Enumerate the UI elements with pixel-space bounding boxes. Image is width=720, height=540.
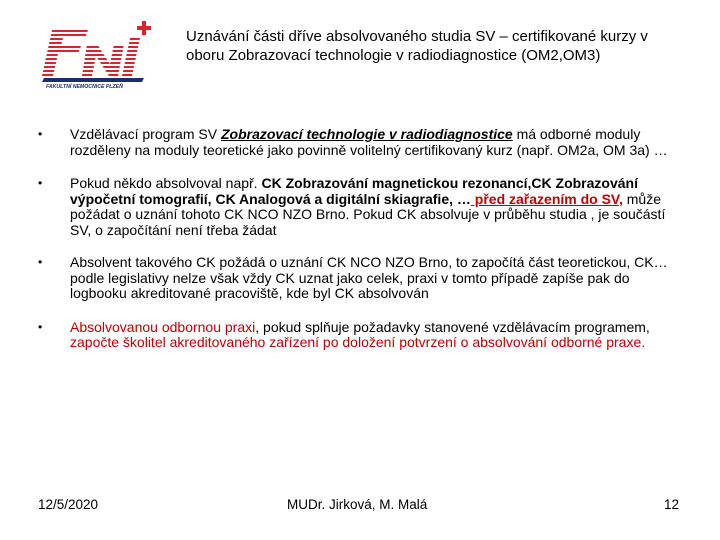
bullet-text: Pokud někdo absolvoval např. xyxy=(70,175,262,191)
bullet-text: Absolvent takového CK požádá o uznání CK NCO NZO Brno, to započítá část teoretickou, CK…podle legislativy nelze však vždy CK uznat jako celek, praxi v tomto případě zapíše pak do logbooku akreditované pracoviště, kde byl CK absolvován xyxy=(70,254,668,301)
bullet-item-2 xyxy=(38,176,678,238)
page-number: 12 xyxy=(664,497,680,512)
slide-title: Uznávání části dříve absolvovaného studia SV – certifikované kurzy v oboru Zobrazovací technologie v radiodiagnostice (OM2,OM3) xyxy=(186,28,648,64)
bullet-dot: • xyxy=(38,127,43,141)
footer-date: 12/5/2020 xyxy=(38,497,99,512)
bullet-item-4 xyxy=(38,320,678,351)
bullet-highlight: Absolvovanou odbornou praxi xyxy=(70,318,256,335)
bullet-text: , pokud splňuje požadavky stanovené vzdělávacím programem, xyxy=(255,318,650,335)
bullet-emphasis: CK Zobrazování magnetickou rezonancí,CK Zobrazování výpočetní tomografií, CK Analogová a digitální skiagrafie, … xyxy=(70,175,638,207)
bullet-text: Vzdělávací program SV xyxy=(70,126,221,142)
bullet-dot: • xyxy=(38,176,43,190)
bullet-emphasis: Zobrazovací technologie v radiodiagnostice xyxy=(220,126,513,142)
bullet-item-1 xyxy=(38,127,678,158)
bullet-dot: • xyxy=(38,319,43,334)
footer-author: MUDr. Jirková, M. Malá xyxy=(287,497,428,512)
bullet-list xyxy=(38,127,678,351)
bullet-item-3 xyxy=(38,255,678,302)
svg-text:FAKULTNÍ NEMOCNICE PLZEŇ: FAKULTNÍ NEMOCNICE PLZEŇ xyxy=(46,84,123,90)
bullet-text: má odborné moduly rozděleny na moduly teoretické jako povinně volitelný certifikovaný kurz (např. OM2a, OM 3a) … xyxy=(70,126,668,158)
bullet-dot: • xyxy=(38,255,43,269)
hospital-logo xyxy=(32,18,162,94)
bullet-highlight: před zařazením do SV, xyxy=(470,190,623,207)
bullet-text: může požádat o uznání tohoto CK NCO NZO Brno. Pokud CK absolvuje v průběhu studia , je součástí SV, o započítání není třeba žádat xyxy=(70,190,666,238)
bullet-highlight: započte školitel akreditovaného zařízení po doložení potvrzení o absolvování odborné praxe. xyxy=(70,334,646,350)
